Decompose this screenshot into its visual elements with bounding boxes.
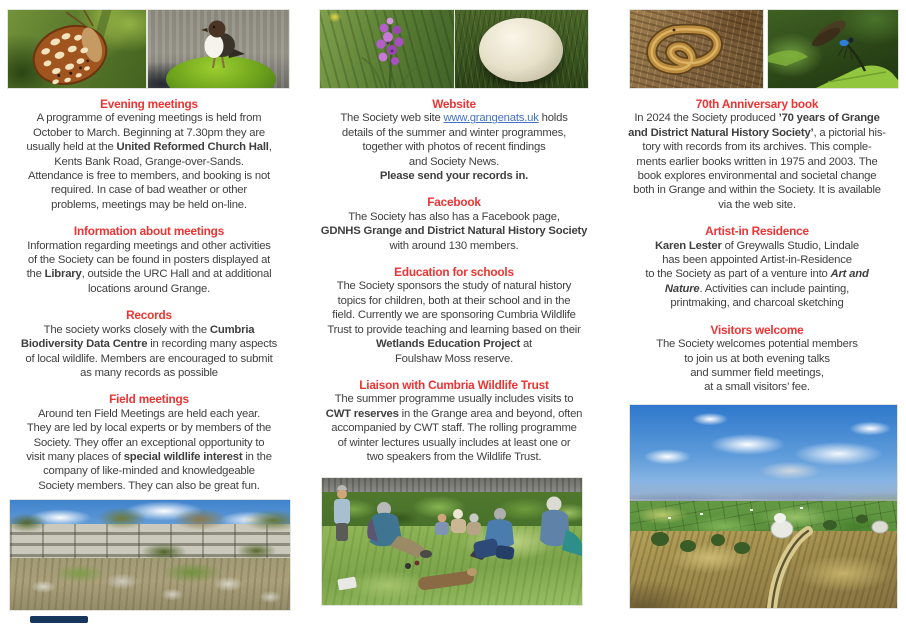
slow-worm-photo xyxy=(630,10,763,88)
text-segment: two speakers from the Wildlife Trust. xyxy=(366,450,542,463)
section-heading: Evening meetings xyxy=(100,97,198,111)
text-segment: Karen Lester xyxy=(654,239,722,252)
text-segment: of local wildlife. Members are encouraged to submit xyxy=(25,352,273,365)
text-segment: , a pictorial his- xyxy=(813,126,886,139)
butterfly-photo xyxy=(8,10,146,88)
section-text-line xyxy=(318,279,590,293)
section-heading: Records xyxy=(126,308,172,323)
field-meeting-picnic-photo xyxy=(322,478,582,605)
section-text-line xyxy=(318,126,590,140)
butterfly-art xyxy=(8,10,146,88)
section-text-line xyxy=(8,155,290,169)
section-text-line xyxy=(8,464,290,478)
text-segment: in the Grange area and beyond, often xyxy=(398,407,583,420)
section-text-line xyxy=(318,239,590,253)
valley-view-photo xyxy=(630,405,897,608)
section-text-line xyxy=(616,282,898,296)
text-segment: topics for children, both at their school and in the xyxy=(337,294,571,307)
text-segment: A programme of evening meetings is held from xyxy=(36,112,262,125)
section-text-line xyxy=(8,169,290,183)
section-text-line xyxy=(318,140,590,154)
damselfly-art xyxy=(768,10,898,88)
text-segment: locations around Grange. xyxy=(87,282,211,295)
text-segment: field. Currently we are sponsoring Cumbria Wildlife xyxy=(332,309,576,322)
text-segment: accompanied by CWT staff. The rolling programme xyxy=(331,422,577,435)
text-segment: together with photos of recent findings xyxy=(362,141,546,154)
orchid-art xyxy=(320,10,454,88)
section-text-line xyxy=(8,436,290,450)
section-heading: Liaison with Cumbria Wildlife Trust xyxy=(359,377,549,392)
text-segment: has been appointed Artist-in-Residence xyxy=(662,254,852,267)
text-segment: Trust to provide teaching and learning based on their xyxy=(327,323,581,336)
picnic-people-art xyxy=(322,478,582,605)
section-heading: Education for schools xyxy=(394,265,514,280)
text-segment: as many records as possible xyxy=(80,366,218,379)
text-segment: The summer programme usually includes visits to xyxy=(334,393,574,406)
section-heading: Visitors welcome xyxy=(710,322,804,337)
text-segment: Attendance is free to members, and booking is not xyxy=(27,170,270,183)
text-segment: Society. They offer an exceptional opportunity to xyxy=(33,436,265,449)
section-text-line xyxy=(8,337,290,351)
section-heading: 70th Anniversary book xyxy=(695,97,819,111)
section-text-line xyxy=(8,111,290,125)
panel-left-text xyxy=(8,88,290,493)
section-text-line xyxy=(8,126,290,140)
section-text-line xyxy=(616,380,898,394)
text-segment: and summer field meetings, xyxy=(690,366,824,379)
section-text-line xyxy=(616,111,898,125)
dipper-bird-photo xyxy=(148,10,289,88)
section-text-line xyxy=(318,210,590,224)
puffball-sphere xyxy=(479,18,563,82)
text-segment: Kents Bank Road, Grange-over-Sands. xyxy=(54,155,244,168)
damselfly-photo xyxy=(768,10,898,88)
text-segment: required. In case of bad weather or other xyxy=(51,184,247,197)
panel-right-text xyxy=(616,88,898,395)
text-segment: to the Society as part of a venture into xyxy=(645,268,831,281)
text-segment: the xyxy=(26,268,45,281)
text-segment: both in Grange and within the Society. It is available xyxy=(633,184,881,197)
text-segment: Library xyxy=(44,268,82,281)
text-segment: The Society has also has a Facebook page, xyxy=(348,210,560,223)
section-text-line xyxy=(318,323,590,337)
slow-worm-art xyxy=(630,10,763,88)
ground-layer xyxy=(10,558,290,610)
section-text-line xyxy=(616,296,898,310)
shrub-layer xyxy=(10,506,290,562)
text-segment: United Reformed Church Hall xyxy=(116,141,269,154)
text-segment: The Society web site xyxy=(340,112,444,125)
section-text-line xyxy=(8,267,290,281)
text-segment: in recording many aspects xyxy=(147,338,278,351)
text-segment: Around ten Field Meetings are held each year. xyxy=(37,407,261,420)
text-segment: of winter lectures usually includes at least one or xyxy=(337,436,571,449)
section-text-line xyxy=(8,450,290,464)
text-segment: The Society welcomes potential members xyxy=(656,338,858,351)
panel-left xyxy=(8,0,290,624)
panel-right-photo-row xyxy=(630,10,898,88)
text-segment: Foulshaw Moss reserve. xyxy=(394,352,514,365)
section-text-line xyxy=(616,352,898,366)
text-segment: CWT reserves xyxy=(325,407,399,420)
section-text-line xyxy=(318,436,590,450)
text-segment: Information regarding meetings and other activities xyxy=(27,239,271,252)
text-segment: tory with records from its archives. This comple- xyxy=(642,141,872,154)
section-text-line xyxy=(318,450,590,464)
text-segment: Biodiversity Data Centre xyxy=(20,338,148,351)
section-text-line xyxy=(318,111,590,125)
text-segment: company of like-minded and knowledgeable xyxy=(43,465,255,478)
text-segment: via the web site. xyxy=(718,198,796,211)
section-text-line xyxy=(8,253,290,267)
section-text-line xyxy=(616,253,898,267)
panel-right xyxy=(616,0,898,624)
section-text-line xyxy=(8,323,290,337)
section-text-line xyxy=(318,407,590,421)
section-text-line xyxy=(8,239,290,253)
valley-detail-art xyxy=(630,405,897,608)
orchid-flower-photo xyxy=(320,10,454,88)
text-segment: Wetlands Education Project xyxy=(376,338,521,351)
section-text-line xyxy=(8,198,290,212)
section-text-line xyxy=(318,169,590,183)
text-segment: October to March. Beginning at 7.30pm they are xyxy=(33,126,265,139)
section-text-line xyxy=(616,126,898,140)
dipper-art xyxy=(148,10,289,88)
text-segment: , xyxy=(268,141,272,154)
text-segment: usually held at the xyxy=(26,141,117,154)
section-text-line xyxy=(318,392,590,406)
text-segment: problems, meetings may be held on-line. xyxy=(51,198,247,211)
panel-middle-text xyxy=(318,88,590,464)
section-text-line xyxy=(318,155,590,169)
text-segment: Nature xyxy=(664,282,700,295)
limestone-pavement-photo xyxy=(10,500,290,610)
text-segment: with around 130 members. xyxy=(389,239,519,252)
panel-middle-photo-row xyxy=(320,10,588,88)
puffball-mushroom-photo xyxy=(455,10,588,88)
section-text-line xyxy=(616,239,898,253)
text-segment: Society members. They can also be great fun. xyxy=(38,479,260,492)
website-link[interactable]: www.grangenats.uk xyxy=(443,112,539,125)
text-segment: Cumbria xyxy=(209,323,255,336)
section-text-line xyxy=(8,407,290,421)
section-text-line xyxy=(8,421,290,435)
section-text-line xyxy=(616,155,898,169)
section-heading: Information about meetings xyxy=(73,224,225,239)
section-heading: Artist-in Residence xyxy=(705,224,809,239)
text-segment: at a small visitors’ fee. xyxy=(704,381,810,394)
text-segment: book explores environmental and societal change xyxy=(637,170,877,183)
page-corner-marker xyxy=(30,616,88,623)
section-text-line xyxy=(8,140,290,154)
section-text-line xyxy=(318,294,590,308)
section-text-line xyxy=(616,183,898,197)
text-segment: at xyxy=(520,338,532,351)
text-segment: ments earlier books written in 1975 and 2003. The xyxy=(636,155,878,168)
section-text-line xyxy=(318,352,590,366)
section-text-line xyxy=(318,308,590,322)
text-segment: in the xyxy=(242,450,272,463)
text-segment: printmaking, and charcoal sketching xyxy=(670,297,844,310)
text-segment: GDNHS Grange and District Natural History Society xyxy=(320,225,588,238)
text-segment: The society works closely with the xyxy=(43,323,210,336)
section-text-line xyxy=(8,352,290,366)
text-segment: of Greywalls Studio, Lindale xyxy=(721,239,860,252)
text-segment: They are led by local experts or by members of the xyxy=(26,422,272,435)
section-text-line xyxy=(616,198,898,212)
text-segment: details of the summer and winter programmes, xyxy=(341,126,567,139)
text-segment: ’70 years of Grange xyxy=(778,112,880,125)
section-text-line xyxy=(318,337,590,351)
section-text-line xyxy=(616,267,898,281)
text-segment: In 2024 the Society produced xyxy=(634,112,779,125)
panel-middle xyxy=(318,0,590,624)
section-heading: Website xyxy=(432,97,476,111)
section-text-line xyxy=(318,421,590,435)
section-heading: Field meetings xyxy=(109,392,189,407)
section-text-line xyxy=(318,224,590,238)
section-text-line xyxy=(616,140,898,154)
section-text-line xyxy=(8,366,290,380)
section-heading: Facebook xyxy=(427,195,481,210)
text-segment: , outside the URC Hall and at additional xyxy=(81,268,272,281)
text-segment: Please send your records in. xyxy=(379,170,529,183)
section-text-line xyxy=(616,366,898,380)
text-segment: and Society News. xyxy=(408,155,500,168)
text-segment: to join us at both evening talks xyxy=(684,352,830,365)
text-segment: of the Society can be found in posters displayed at xyxy=(27,254,271,267)
section-text-line xyxy=(8,479,290,493)
text-segment: and District Natural History Society’ xyxy=(628,126,814,139)
text-segment: visit many places of xyxy=(26,450,124,463)
text-segment: Art and xyxy=(830,268,869,281)
text-segment: special wildlife interest xyxy=(123,450,243,463)
section-text-line xyxy=(616,337,898,351)
panel-left-photo-row xyxy=(8,10,289,88)
text-segment: The Society sponsors the study of natural history xyxy=(336,280,572,293)
section-text-line xyxy=(8,282,290,296)
text-segment: holds xyxy=(538,112,568,125)
section-text-line xyxy=(8,183,290,197)
section-text-line xyxy=(616,169,898,183)
text-segment: . Activities can include painting, xyxy=(699,282,850,295)
